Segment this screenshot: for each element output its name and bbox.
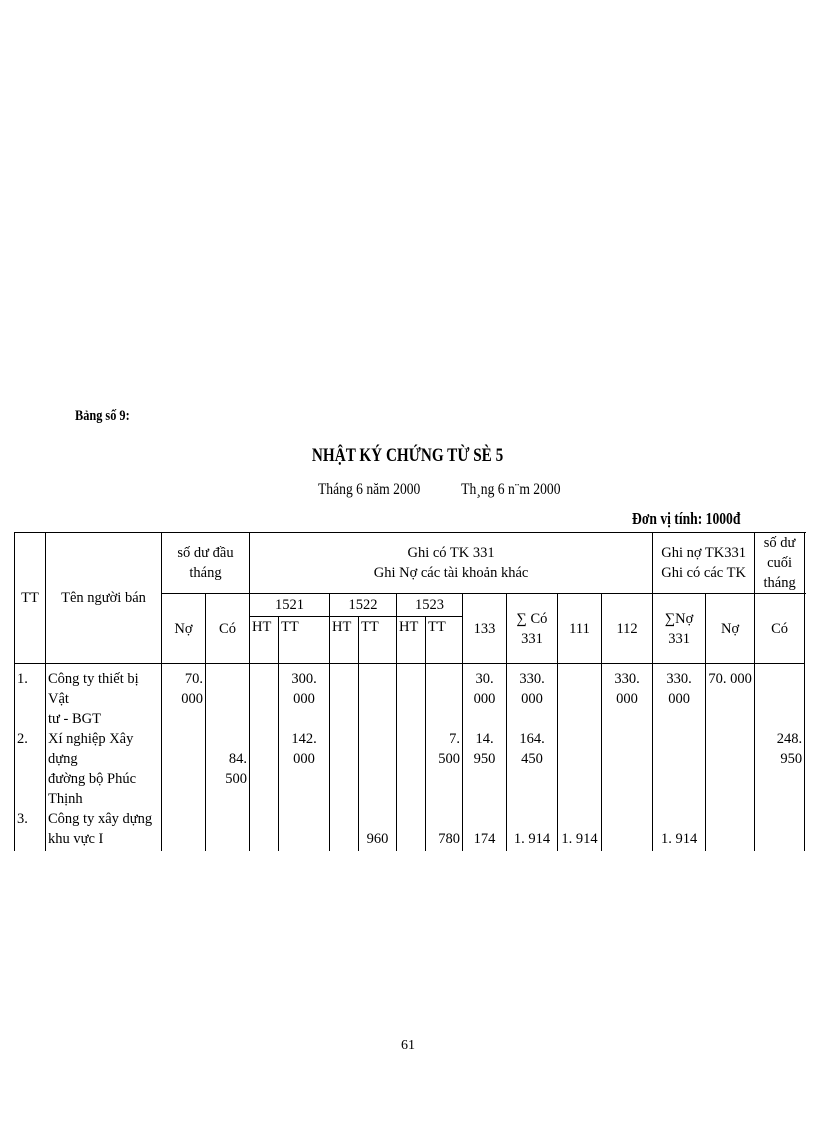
closing-debit-line: 70. 000: [708, 671, 752, 687]
page-number: 61: [401, 1038, 415, 1053]
ht-1521: [250, 664, 279, 730]
opening-debit-line: 000: [181, 691, 203, 707]
sum-debit-331-line: 000: [668, 691, 690, 707]
tt-1523: [426, 729, 463, 809]
table-number-label: Bảng số 9:: [75, 408, 130, 424]
header-acc-1523: 1523: [397, 594, 463, 617]
seller-name-line: tư - BGT: [48, 711, 101, 727]
tt-1523: [426, 664, 463, 730]
acc-111: [558, 809, 602, 851]
closing-debit: [706, 664, 755, 730]
period-line: [318, 481, 561, 499]
sum-credit-331: [507, 729, 558, 809]
period-text: Tháng 6 năm 2000: [318, 481, 421, 498]
closing-credit: [755, 809, 805, 851]
header-tt: TT: [15, 533, 46, 664]
seller-name-line: Công ty thiết bị Vật: [48, 671, 139, 707]
tt-1521-line: 000: [293, 691, 315, 707]
acc-112-line: 000: [616, 691, 638, 707]
opening-credit-line: 84. 500: [225, 751, 247, 787]
ht-1521: [250, 809, 279, 851]
ht-1522: [330, 664, 359, 730]
header-closing-no: Nợ: [706, 594, 755, 664]
row-number: 3.: [15, 809, 46, 851]
header-acc-112: 112: [602, 594, 653, 664]
ht-1522: [330, 809, 359, 851]
opening-credit: [206, 809, 250, 851]
sum-debit-331-line: 1. 914: [660, 831, 698, 847]
header-acc-1521: 1521: [250, 594, 330, 617]
table-row: [15, 729, 805, 809]
acc-133-line: 174: [473, 831, 496, 847]
closing-debit: [706, 729, 755, 809]
journal-table: [14, 532, 805, 851]
tt-1522: [359, 664, 397, 730]
header-tt-1521: TT: [279, 617, 330, 664]
acc-133-line: 30.: [475, 671, 494, 687]
sum-credit-331-line: 330.: [519, 671, 545, 687]
acc-133: [463, 664, 507, 730]
ht-1521: [250, 729, 279, 809]
tt-1521-line: 142.: [291, 731, 317, 747]
row-number: 2.: [15, 729, 46, 809]
sum-credit-331: [507, 664, 558, 730]
sum-debit-331-line: 330.: [666, 671, 692, 687]
tt-1523: [426, 809, 463, 851]
ht-1522: [330, 729, 359, 809]
row-number: 1.: [15, 664, 46, 730]
opening-debit-line: 70.: [184, 671, 203, 687]
acc-111-line: 1. 914: [561, 831, 598, 847]
header-opening-balance: số dư đầu tháng: [162, 533, 250, 594]
seller-name-line: khu vực I: [48, 831, 104, 847]
acc-112: [602, 664, 653, 730]
period-text-garbled: Th¸ng 6 n¨m 2000: [461, 481, 561, 498]
seller-name-line: Công ty xây dựng: [48, 811, 153, 827]
table-row: [15, 664, 805, 730]
closing-credit: [755, 664, 805, 730]
header-debit-331: Ghi nợ TK331 Ghi có các TK: [653, 533, 755, 594]
tt-1522: [359, 729, 397, 809]
document-title-text: NHẬT KÝ CHỨNG TỪ SÈ 5: [312, 445, 504, 466]
header-sum-debit: ∑Nợ 331: [653, 594, 706, 664]
header-tt-1523: TT: [426, 617, 463, 664]
header-ht-1521: HT: [250, 617, 279, 664]
opening-credit: [206, 729, 250, 809]
acc-112: [602, 809, 653, 851]
opening-debit: [162, 664, 206, 730]
header-credit-331: Ghi có TK 331 Ghi Nợ các tài khoản khác: [250, 533, 653, 594]
acc-111: [558, 664, 602, 730]
opening-credit: [206, 664, 250, 730]
header-closing-balance: số dư cuối tháng: [755, 533, 805, 594]
acc-133-line: 14.: [475, 731, 494, 747]
acc-133-line: 950: [473, 751, 496, 767]
seller-name: [46, 664, 162, 730]
sum-credit-331-line: 450: [521, 751, 543, 767]
acc-133-line: 000: [473, 691, 496, 707]
acc-133: [463, 729, 507, 809]
header-opening-no: Nợ: [162, 594, 206, 664]
acc-112: [602, 729, 653, 809]
seller-name-line: Xí nghiệp Xây dựng: [48, 731, 134, 767]
sum-debit-331: [653, 729, 706, 809]
tt-1522-line: 960: [366, 831, 389, 847]
tt-1523-line: 7.: [449, 731, 460, 747]
header-ht-1523: HT: [397, 617, 426, 664]
tt-1521: [279, 809, 330, 851]
sum-credit-331-line: 164.: [519, 731, 545, 747]
header-opening-co: Có: [206, 594, 250, 664]
ht-1523: [397, 809, 426, 851]
seller-name: [46, 729, 162, 809]
closing-credit: [755, 729, 805, 809]
header-ht-1522: HT: [330, 617, 359, 664]
sum-credit-331: [507, 809, 558, 851]
table-row: [15, 809, 805, 851]
header-sum-credit: ∑ Có 331: [507, 594, 558, 664]
seller-name-line: đường bộ Phúc: [48, 771, 137, 787]
sum-credit-331-line: 000: [521, 691, 543, 707]
sum-debit-331: [653, 809, 706, 851]
header-tt-1522: TT: [359, 617, 397, 664]
ht-1523: [397, 729, 426, 809]
tt-1521: [279, 664, 330, 730]
ht-1523: [397, 664, 426, 730]
table-body: [15, 664, 805, 852]
tt-1521-line: 300.: [291, 671, 317, 687]
acc-112-line: 330.: [614, 671, 640, 687]
closing-credit-line: 950: [780, 751, 803, 767]
opening-debit: [162, 729, 206, 809]
tt-1523-line: 500: [438, 751, 460, 767]
document-title: [0, 445, 816, 467]
closing-debit: [706, 809, 755, 851]
tt-1521: [279, 729, 330, 809]
tt-1522: [359, 809, 397, 851]
header-acc-111: 111: [558, 594, 602, 664]
sum-credit-331-line: 1. 914: [513, 831, 551, 847]
header-seller: Tên người bán: [46, 533, 162, 664]
opening-debit: [162, 809, 206, 851]
closing-credit-line: 248.: [776, 731, 803, 747]
table-header: [15, 533, 805, 664]
sum-debit-331: [653, 664, 706, 730]
header-closing-co: Có: [755, 594, 805, 664]
header-acc-133: 133: [463, 594, 507, 664]
seller-name: [46, 809, 162, 851]
seller-name-line: Thịnh: [48, 791, 83, 807]
acc-111: [558, 729, 602, 809]
tt-1521-line: 000: [293, 751, 315, 767]
unit-of-measure: Đơn vị tính: 1000đ: [632, 509, 741, 528]
tt-1523-line: 780: [438, 831, 460, 847]
acc-133: [463, 809, 507, 851]
header-acc-1522: 1522: [330, 594, 397, 617]
